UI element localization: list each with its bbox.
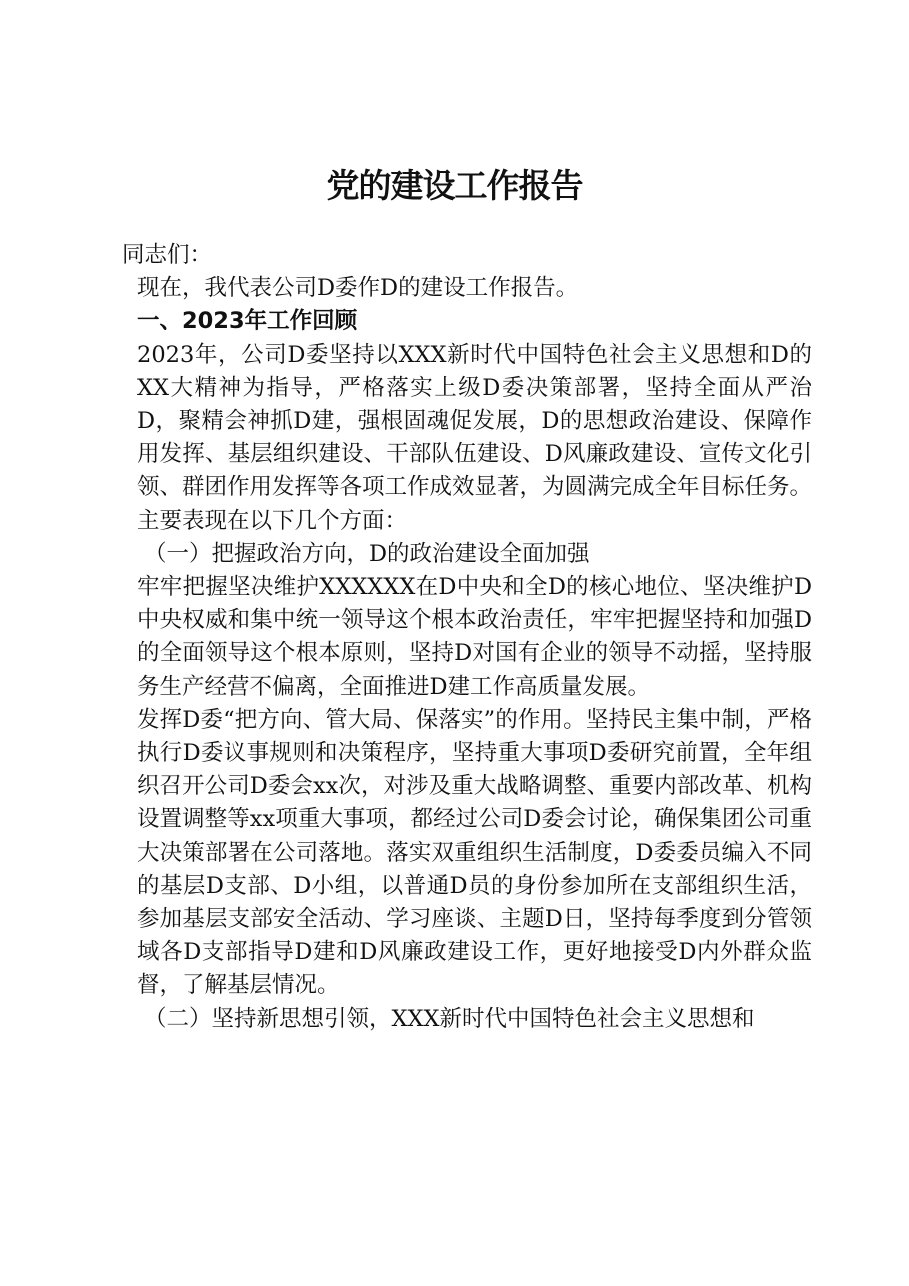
intro-paragraph: 现在，我代表公司D委作D的建设工作报告。 xyxy=(137,275,579,302)
section1-paragraph: 2023年，公司D委坚持以XXX新时代中国特色社会主义思想和D的XX大精神为指导，严格落实上级D委决策部署，坚持全面从严治D，聚精会神抓D建，强根固魂促发展，D的思想政治建设、保障作用发挥、基层组织建设、干部队伍建设、D风廉政建设、宣传文化引领、群团作用发挥等各项工作成效显著，为圆满完成全年目标任务。 xyxy=(137,341,813,501)
section-heading-1: 一、2023年工作回顾 xyxy=(137,308,358,335)
subsection1-paragraph-2: 发挥D委“把方向、管大局、保落实”的作用。坚持民主集中制，严格执行D委议事规则和决策程序，坚持重大事项D委研究前置，全年组织召开公司D委会xx次，对涉及重大战略调整、重要内部改革、机构设置调整等xx项重大事项，都经过公司D委会讨论，确保集团公司重大决策部署在公司落地。落实双重组织生活制度，D委委员编入不同的基层D支部、D小组，以普通D员的身份参加所在支部组织生活，参加基层支部安全活动、学习座谈、主题D日，坚持每季度到分管领域各D支部指导D建和D风廉政建设工作，更好地接受D内外群众监督，了解基层情况。 xyxy=(137,706,812,999)
subsection-heading-2: （二）坚持新思想引领，XXX新时代中国特色社会主义思想和 xyxy=(144,1005,755,1032)
aspects-intro: 主要表现在以下几个方面： xyxy=(137,507,408,534)
document-body xyxy=(122,239,812,1036)
subsection1-paragraph-1: 牢牢把握坚决维护XXXXXX在D中央和全D的核心地位、坚决维护D中央权威和集中统一领导这个根本政治责任，牢牢把握坚持和加强D的全面领导这个根本原则，坚持D对国有企业的领导不动摇，坚持服务生产经营不偏离，全面推进D建工作高质量发展。 xyxy=(137,574,812,700)
subsection-heading-1: （一）把握政治方向，D的政治建设全面加强 xyxy=(144,540,590,567)
salutation: 同志们： xyxy=(122,242,213,268)
document-title: 党的建设工作报告 xyxy=(326,166,583,205)
